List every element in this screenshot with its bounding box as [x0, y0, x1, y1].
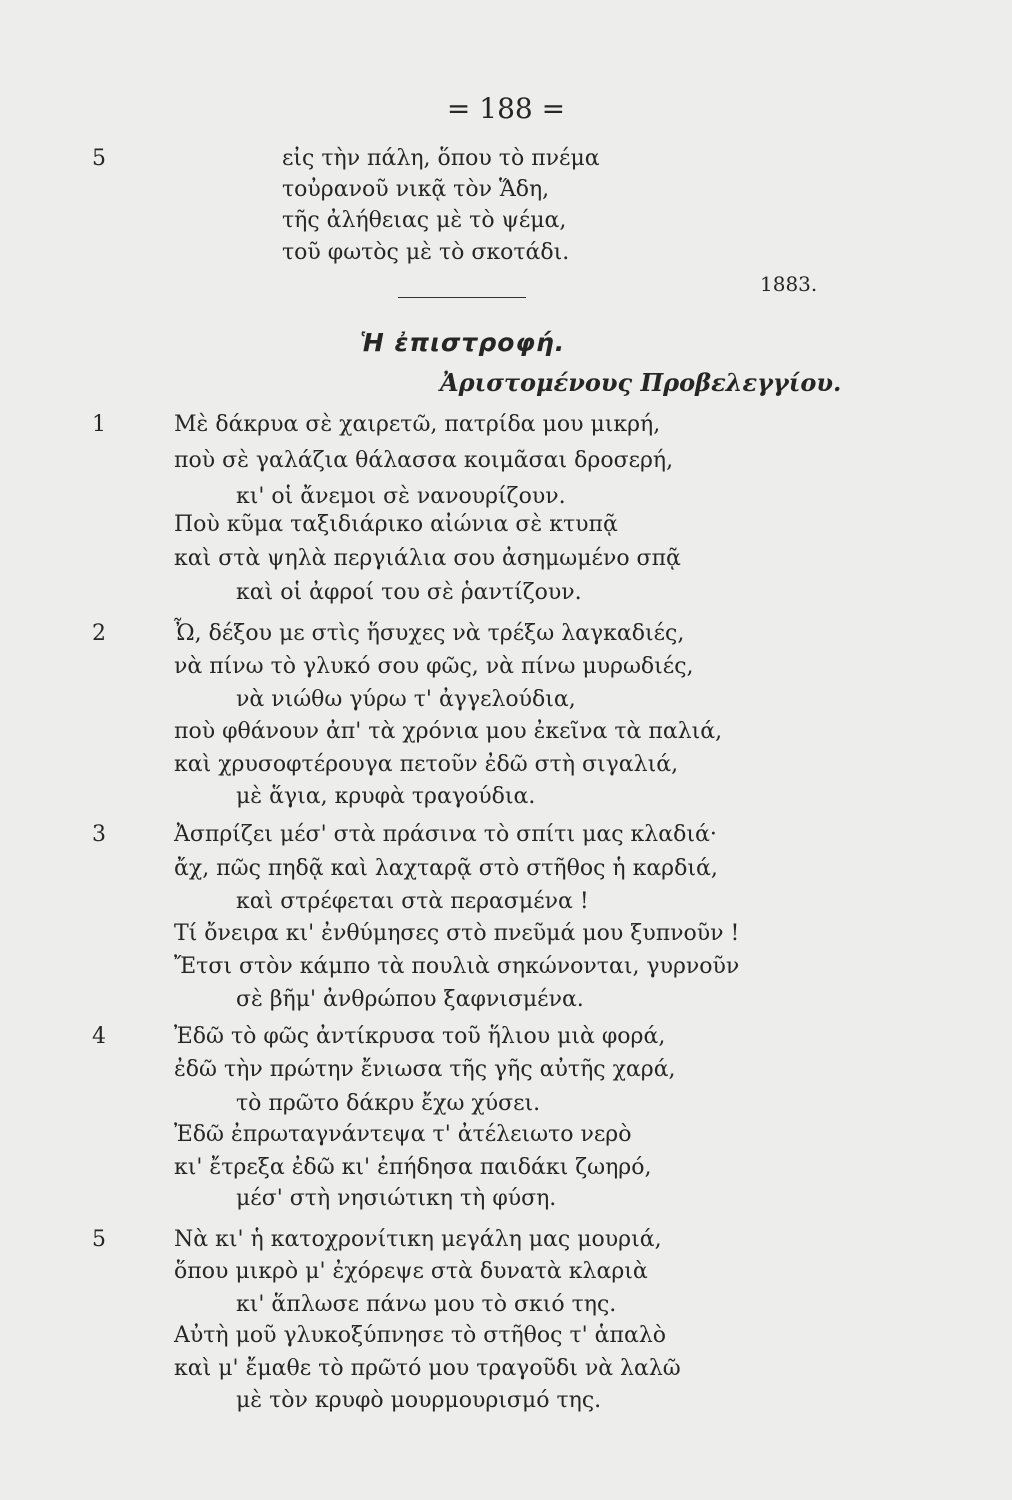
page-number: = 188 = — [446, 92, 566, 125]
verse-line: τοὐρανοῦ νικᾷ τὸν Ἅδη, — [282, 177, 550, 202]
verse-line: μὲ ἅγια, κρυφὰ τραγούδια. — [236, 784, 536, 809]
stanza-number: 5 — [92, 1227, 106, 1252]
verse-line: κι' οἱ ἄνεμοι σὲ νανουρίζουν. — [236, 484, 566, 509]
verse-line: Τί ὄνειρα κι' ἐνθύμησες στὸ πνεῦμά μου ξυπνοῦν ! — [174, 921, 740, 946]
verse-line: καὶ οἱ ἀφροί του σὲ ῥαντίζουν. — [236, 580, 582, 605]
verse-line: καὶ στρέφεται στὰ περασμένα ! — [236, 889, 589, 914]
poem-title: Ἡ ἐπιστροφή. — [360, 328, 566, 357]
verse-line: καὶ χρυσοφτέρουγα πετοῦν ἐδῶ στὴ σιγαλιά, — [174, 752, 679, 777]
section-divider — [398, 297, 526, 298]
verse-line: τῆς ἀλήθειας μὲ τὸ ψέμα, — [282, 208, 567, 233]
stanza-number: 2 — [92, 621, 106, 646]
poem-author: Ἀριστομένους Προβελεγγίου. — [440, 368, 842, 397]
verse-line: κι' ἅπλωσε πάνω μου τὸ σκιό της. — [236, 1292, 617, 1317]
verse-line: νὰ νιώθω γύρω τ' ἀγγελούδια, — [236, 687, 576, 712]
poem-year: 1883. — [760, 272, 818, 296]
verse-line: Νὰ κι' ἡ κατοχρονίτικη μεγάλη μας μουριά, — [174, 1227, 662, 1252]
verse-line: σὲ βῆμ' ἀνθρώπου ξαφνισμένα. — [236, 987, 584, 1012]
verse-line: Αὐτὴ μοῦ γλυκοξύπνησε τὸ στῆθος τ' ἁπαλὸ — [174, 1323, 667, 1348]
verse-line: τοῦ φωτὸς μὲ τὸ σκοτάδι. — [282, 240, 570, 265]
verse-line: καὶ μ' ἔμαθε τὸ πρῶτό μου τραγοῦδι νὰ λαλῶ — [174, 1356, 681, 1381]
stanza-number: 5 — [92, 146, 106, 171]
verse-line: Ποὺ κῦμα ταξιδιάρικο αἰώνια σὲ κτυπᾷ — [174, 512, 618, 537]
stanza-number: 4 — [92, 1024, 106, 1049]
verse-line: Ἀσπρίζει μέσ' στὰ πράσινα τὸ σπίτι μας κλαδιά· — [174, 822, 717, 847]
verse-line: ποὺ σὲ γαλάζια θάλασσα κοιμᾶσαι δροσερή, — [174, 448, 674, 473]
verse-line: Μὲ δάκρυα σὲ χαιρετῶ, πατρίδα μου μικρή, — [174, 412, 661, 437]
verse-line: μὲ τὸν κρυφὸ μουρμουρισμό της. — [236, 1388, 602, 1413]
verse-line: ἐδῶ τὴν πρώτην ἔνιωσα τῆς γῆς αὐτῆς χαρά, — [174, 1057, 676, 1082]
verse-line: ὅπου μικρὸ μ' ἐχόρεψε στὰ δυνατὰ κλαριὰ — [174, 1259, 648, 1284]
stanza-number: 3 — [92, 822, 106, 847]
verse-line: μέσ' στὴ νησιώτικη τὴ φύση. — [236, 1186, 557, 1211]
stanza-number: 1 — [92, 412, 106, 437]
verse-line: τὸ πρῶτο δάκρυ ἔχω χύσει. — [236, 1091, 541, 1116]
verse-line: καὶ στὰ ψηλὰ περγιάλια σου ἀσημωμένο σπᾷ — [174, 546, 681, 571]
verse-line: ἄχ, πῶς πηδᾷ καὶ λαχταρᾷ στὸ στῆθος ἡ καρδιά, — [174, 856, 718, 881]
verse-line: εἰς τὴν πάλη, ὅπου τὸ πνέμα — [282, 146, 600, 171]
verse-line: Ἔτσι στὸν κάμπο τὰ πουλιὰ σηκώνονται, γυρνοῦν — [174, 954, 740, 979]
verse-line: νὰ πίνω τὸ γλυκό σου φῶς, νὰ πίνω μυρωδιές, — [174, 654, 694, 679]
verse-line: Ἐδῶ ἐπρωταγνάντεψα τ' ἀτέλειωτο νερὸ — [174, 1122, 632, 1147]
verse-line: κι' ἔτρεξα ἐδῶ κι' ἐπήδησα παιδάκι ζωηρό, — [174, 1155, 652, 1180]
verse-line: Ἐδῶ τὸ φῶς ἀντίκρυσα τοῦ ἥλιου μιὰ φορά, — [174, 1024, 666, 1049]
verse-line: Ὦ, δέξου με στὶς ἥσυχες νὰ τρέξω λαγκαδιές, — [174, 621, 685, 646]
verse-line: ποὺ φθάνουν ἀπ' τὰ χρόνια μου ἐκεῖνα τὰ παλιά, — [174, 719, 723, 744]
